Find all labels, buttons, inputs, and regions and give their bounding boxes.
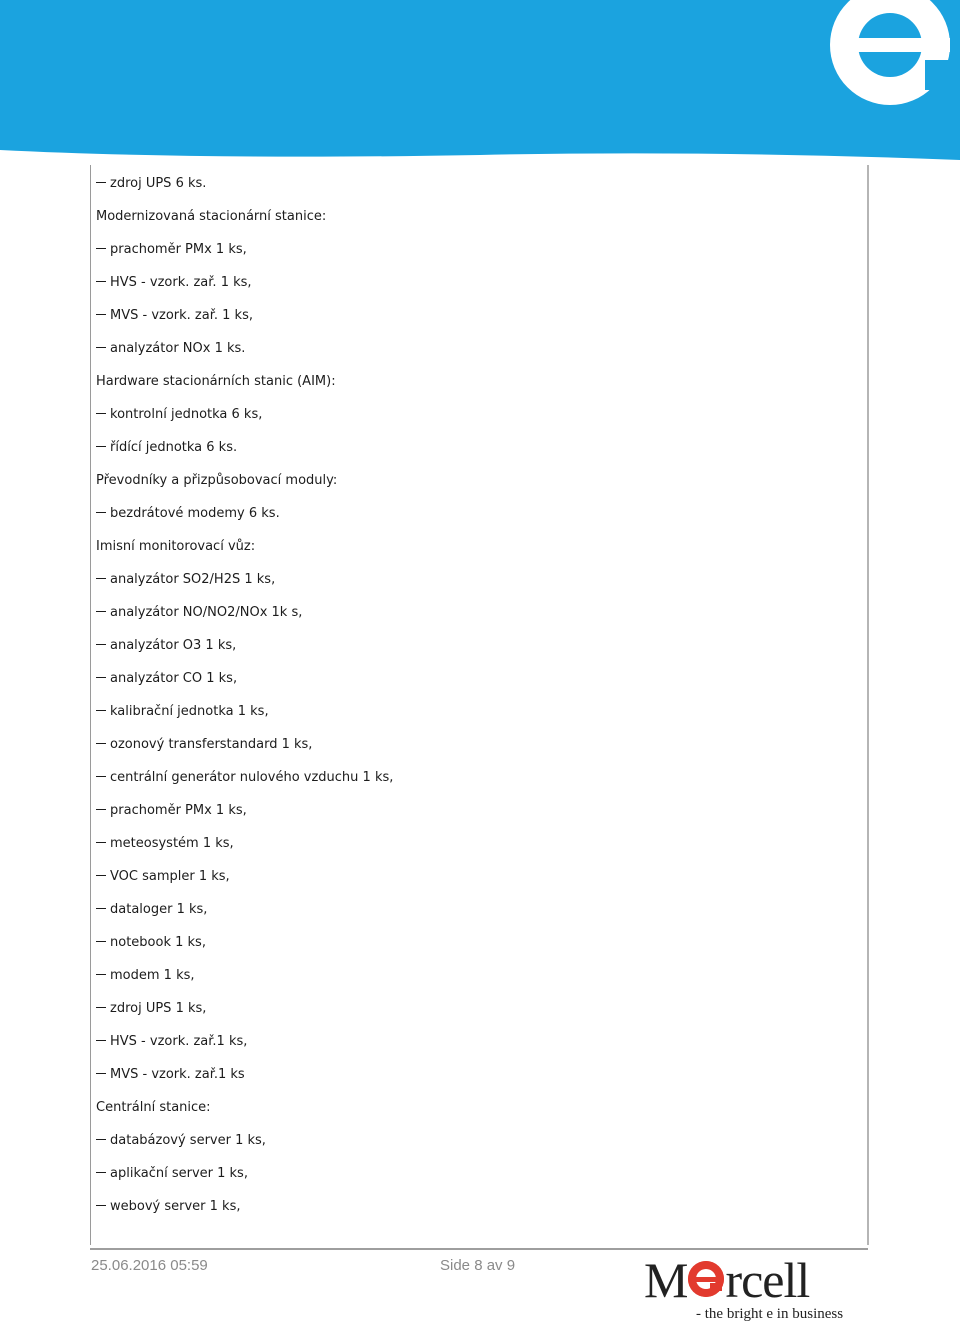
line-text: aplikační server 1 ks, [110,1166,248,1181]
dash-bullet [96,1040,106,1041]
line-text: notebook 1 ks, [110,935,206,950]
line-text: webový server 1 ks, [110,1199,241,1214]
dash-bullet [96,314,106,315]
line-text: zdroj UPS 1 ks, [110,1001,207,1016]
dash-bullet [96,875,106,876]
dash-bullet [96,974,106,975]
dash-bullet [96,644,106,645]
list-item [96,761,856,794]
dash-bullet [96,512,106,513]
line-text: kontrolní jednotka 6 ks, [110,407,263,422]
line-text: prachoměr PMx 1 ks, [110,803,247,818]
list-item [96,992,856,1025]
list-item [96,596,856,629]
dash-bullet [96,1007,106,1008]
section-heading [96,200,856,233]
line-text: kalibrační jednotka 1 ks, [110,704,269,719]
list-item [96,497,856,530]
list-item [96,332,856,365]
list-item [96,728,856,761]
list-item [96,431,856,464]
header-background [0,0,960,160]
list-item [96,1058,856,1091]
footer-divider [90,1248,868,1250]
frame-left-border [90,165,91,1245]
section-heading [96,1091,856,1124]
logo-tagline: - the bright e in business [696,1306,844,1322]
line-text: databázový server 1 ks, [110,1133,266,1148]
dash-bullet [96,413,106,414]
list-item [96,860,856,893]
company-logo [644,1252,866,1328]
list-item [96,827,856,860]
dash-bullet [96,743,106,744]
dash-bullet [96,1172,106,1173]
document-body [96,167,856,1223]
dash-bullet [96,1073,106,1074]
section-heading [96,530,856,563]
list-item [96,1124,856,1157]
line-text: Centrální stanice: [96,1100,211,1115]
logo-word-start: M [644,1252,688,1308]
dash-bullet [96,776,106,777]
line-text: Převodníky a přizpůsobovací moduly: [96,473,338,488]
line-text: analyzátor SO2/H2S 1 ks, [110,572,276,587]
list-item [96,959,856,992]
list-item [96,893,856,926]
list-item [96,794,856,827]
line-text: analyzátor CO 1 ks, [110,671,238,686]
section-heading [96,464,856,497]
dash-bullet [96,1205,106,1206]
dash-bullet [96,677,106,678]
footer-page-number: Side 8 av 9 [440,1257,516,1274]
list-item [96,629,856,662]
line-text: dataloger 1 ks, [110,902,208,917]
line-text: Hardware stacionárních stanic (AIM): [96,374,336,389]
line-text: MVS - vzork. zař. 1 ks, [110,308,253,323]
line-text: HVS - vzork. zař. 1 ks, [110,275,252,290]
list-item [96,1190,856,1223]
line-text: Modernizovaná stacionární stanice: [96,209,327,224]
dash-bullet [96,809,106,810]
dash-bullet [96,281,106,282]
frame-right-border [867,165,869,1245]
line-text: bezdrátové modemy 6 ks. [110,506,280,521]
dash-bullet [96,347,106,348]
line-text: meteosystém 1 ks, [110,836,234,851]
line-text: zdroj UPS 6 ks. [110,176,207,191]
dash-bullet [96,248,106,249]
line-text: prachoměr PMx 1 ks, [110,242,247,257]
line-text: VOC sampler 1 ks, [110,869,230,884]
logo-e-icon [688,1261,724,1297]
list-item [96,167,856,200]
line-text: modem 1 ks, [110,968,195,983]
list-item [96,299,856,332]
list-item [96,563,856,596]
dash-bullet [96,446,106,447]
list-item [96,1025,856,1058]
dash-bullet [96,578,106,579]
header-banner [0,0,960,160]
header-logo-e-icon [830,0,960,105]
list-item [96,1157,856,1190]
dash-bullet [96,1139,106,1140]
line-text: centrální generátor nulového vzduchu 1 ks, [110,770,394,785]
line-text: MVS - vzork. zař.1 ks [110,1067,245,1082]
list-item [96,926,856,959]
dash-bullet [96,842,106,843]
list-item [96,266,856,299]
line-text: Imisní monitorovací vůz: [96,539,256,554]
dash-bullet [96,710,106,711]
footer-date: 25.06.2016 05:59 [91,1257,208,1274]
logo-word-end: rcell [725,1252,810,1308]
dash-bullet [96,941,106,942]
list-item [96,233,856,266]
dash-bullet [96,611,106,612]
dash-bullet [96,908,106,909]
logo-wordmark [644,1252,809,1308]
line-text: HVS - vzork. zař.1 ks, [110,1034,248,1049]
line-text: analyzátor NOx 1 ks. [110,341,246,356]
line-text: analyzátor O3 1 ks, [110,638,237,653]
list-item [96,662,856,695]
list-item [96,695,856,728]
dash-bullet [96,182,106,183]
line-text: analyzátor NO/NO2/NOx 1k s, [110,605,303,620]
line-text: řídící jednotka 6 ks. [110,440,238,455]
section-heading [96,365,856,398]
line-text: ozonový transferstandard 1 ks, [110,737,313,752]
list-item [96,398,856,431]
